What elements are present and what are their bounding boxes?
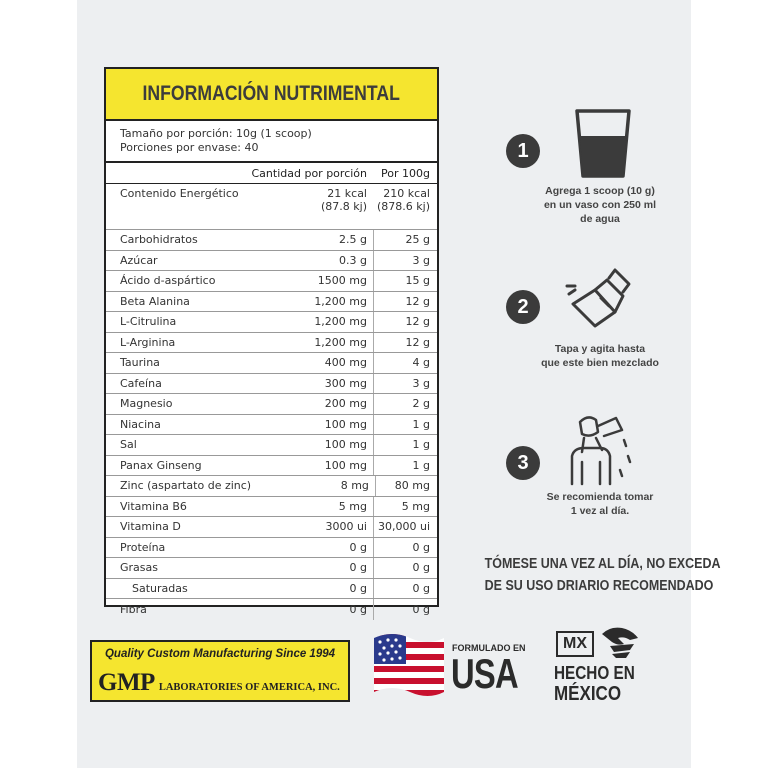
usa-flag-icon: [372, 628, 446, 702]
nutrient-label: Magnesio: [120, 397, 173, 411]
nutrient-per100-value: 0 g: [373, 579, 437, 599]
nutrition-title-bar: [106, 69, 437, 121]
nutrient-row: [106, 435, 437, 456]
nutrient-label: Fibra: [120, 602, 147, 616]
nutrient-serving-value: 100 mg: [324, 417, 367, 431]
nutrient-label: Taurina: [120, 356, 160, 370]
shaker-icon: [565, 266, 635, 332]
nutrient-serving-value: 400 mg: [324, 356, 367, 370]
nutrient-per100-value: 0 g: [373, 558, 437, 578]
gmp-tagline: Quality Custom Manufacturing Since 1994: [104, 648, 336, 660]
step-1-caption: [520, 184, 680, 226]
nutrient-serving-value: 200 mg: [324, 397, 367, 411]
nutrient-serving-value: 0 g: [349, 602, 367, 616]
gmp-wordmark: [98, 669, 348, 697]
nutrient-row: [106, 476, 437, 497]
nutrient-per100-value: 30,000 ui: [373, 517, 437, 537]
nutrient-label: Vitamina B6: [120, 499, 187, 513]
nutrient-per100-value: 3 g: [373, 374, 437, 394]
nutrient-serving-value: 0.3 g: [339, 253, 367, 267]
nutrient-label: Azúcar: [120, 253, 158, 267]
nutrient-per100-value: 5 mg: [373, 497, 437, 517]
nutrient-serving-value: 1500 mg: [317, 274, 367, 288]
step-3-line2: 1 vez al día.: [570, 505, 630, 517]
energy-label: Contenido Energético: [120, 187, 239, 200]
step-3-line1: Se recomienda tomar: [546, 491, 654, 503]
nutrient-row: [106, 251, 437, 272]
nutrient-row: [106, 333, 437, 354]
nutrient-label: L-Arginina: [120, 335, 176, 349]
nutrient-label: Ácido d-aspártico: [120, 274, 216, 288]
nutrient-row: [106, 558, 437, 579]
usage-warning: [468, 553, 721, 597]
nutrition-title: INFORMACIÓN NUTRIMENTAL: [142, 82, 401, 105]
nutrient-row: [106, 497, 437, 518]
formulated-in-label: FORMULADO EN: [452, 643, 526, 653]
usa-label: USA: [451, 650, 518, 697]
nutrient-label: Vitamina D: [120, 520, 181, 534]
energy-serving: [245, 187, 373, 213]
nutrient-per100-value: 80 mg: [375, 476, 437, 496]
glass-icon: [573, 108, 633, 180]
nutrient-row: [106, 456, 437, 477]
energy-per100-kcal: 210 kcal: [383, 187, 430, 200]
step-1-line3: de agua: [580, 213, 620, 225]
nutrient-label: Saturadas: [132, 581, 188, 595]
step-2-line1: Tapa y agita hasta: [554, 343, 646, 355]
step-2-number: 2: [506, 290, 540, 324]
nutrient-rows: [106, 230, 437, 620]
servings-per-container: Porciones por envase: 40: [120, 141, 259, 154]
nutrition-table: [104, 67, 439, 616]
nutrient-serving-value: 100 mg: [324, 458, 367, 472]
nutrient-per100-value: 1 g: [373, 415, 437, 435]
step-1-number: 1: [506, 134, 540, 168]
step-3-number: 3: [506, 446, 540, 480]
nutrient-per100-value: 15 g: [373, 271, 437, 291]
nutrient-per100-value: 4 g: [373, 353, 437, 373]
nutrient-label: Proteína: [120, 540, 166, 554]
nutrient-row: [106, 353, 437, 374]
nutrient-serving-value: 0 g: [349, 561, 367, 575]
gmp-big-text: GMP: [98, 669, 155, 696]
nutrient-row: [106, 374, 437, 395]
nutrient-serving-value: 100 mg: [324, 438, 367, 452]
table-header: [106, 163, 437, 184]
nutrient-label: Niacina: [120, 417, 161, 431]
warning-line1: TÓMESE UNA VEZ AL DÍA, NO EXCEDA: [484, 556, 721, 572]
col-per-100g: Por 100g: [381, 166, 430, 180]
warning-line2: DE SU USO DRIARIO RECOMENDADO: [484, 578, 714, 594]
nutrient-row: [106, 394, 437, 415]
col-per-serving: Cantidad por porción: [251, 166, 367, 180]
nutrient-serving-value: 5 mg: [338, 499, 367, 513]
energy-per100-kj: (878.6 kj): [377, 200, 430, 213]
nutrient-label: Carbohidratos: [120, 233, 198, 247]
step-2-line2: que este bien mezclado: [541, 357, 659, 369]
nutrient-per100-value: 25 g: [373, 230, 437, 250]
step-2-caption: [520, 342, 680, 370]
nutrient-row: [106, 599, 437, 620]
energy-serving-kcal: 21 kcal: [327, 187, 367, 200]
nutrient-row: [106, 415, 437, 436]
nutrient-per100-value: 12 g: [373, 292, 437, 312]
nutrient-per100-value: 2 g: [373, 394, 437, 414]
serving-size: Tamaño por porción: 10g (1 scoop): [120, 127, 312, 140]
nutrient-serving-value: 0 g: [349, 540, 367, 554]
nutrient-row: [106, 271, 437, 292]
serving-info: [106, 121, 437, 163]
nutrient-serving-value: 3000 ui: [325, 520, 367, 534]
nutrient-serving-value: 1,200 mg: [314, 315, 367, 329]
step-3-caption: [520, 490, 680, 518]
energy-per100: [373, 187, 437, 213]
gmp-badge: [90, 640, 350, 702]
step-1-line1: Agrega 1 scoop (10 g): [545, 185, 655, 197]
nutrient-serving-value: 300 mg: [324, 376, 367, 390]
nutrient-label: Zinc (aspartato de zinc): [120, 479, 252, 493]
nutrient-per100-value: 12 g: [373, 312, 437, 332]
step-1-line2: en un vaso con 250 ml: [543, 199, 657, 211]
nutrient-per100-value: 0 g: [373, 538, 437, 558]
nutrient-label: Sal: [120, 438, 137, 452]
nutrient-row: [106, 312, 437, 333]
nutrient-serving-value: 1,200 mg: [314, 335, 367, 349]
person-drinking-icon: [560, 412, 636, 488]
nutrient-serving-value: 1,200 mg: [314, 294, 367, 308]
nutrient-row: [106, 517, 437, 538]
nutrient-per100-value: 0 g: [373, 599, 437, 620]
nutrient-label: Cafeína: [120, 376, 162, 390]
nutrient-serving-value: 8 mg: [340, 479, 369, 493]
nutrient-label: Panax Ginseng: [120, 458, 202, 472]
nutrient-serving-value: 0 g: [349, 581, 367, 595]
mx-box: MX: [556, 631, 594, 657]
energy-serving-kj: (87.8 kj): [321, 200, 367, 213]
nutrient-per100-value: 12 g: [373, 333, 437, 353]
nutrient-per100-value: 1 g: [373, 435, 437, 455]
nutrient-label: L-Citrulina: [120, 315, 177, 329]
nutrient-row: [106, 579, 437, 600]
gmp-small-text: LABORATORIES OF AMERICA, INC.: [158, 682, 340, 693]
made-in-label: HECHO EN: [554, 663, 635, 683]
nutrient-per100-value: 1 g: [373, 456, 437, 476]
nutrient-row: [106, 538, 437, 559]
energy-row: [106, 184, 437, 230]
nutrient-serving-value: 2.5 g: [339, 233, 367, 247]
nutrient-label: Beta Alanina: [120, 294, 190, 308]
nutrient-label: Grasas: [120, 561, 158, 575]
mexico-label: MÉXICO: [554, 683, 622, 705]
nutrient-row: [106, 292, 437, 313]
eagle-icon: [600, 626, 642, 660]
nutrient-row: [106, 230, 437, 251]
nutrient-per100-value: 3 g: [373, 251, 437, 271]
